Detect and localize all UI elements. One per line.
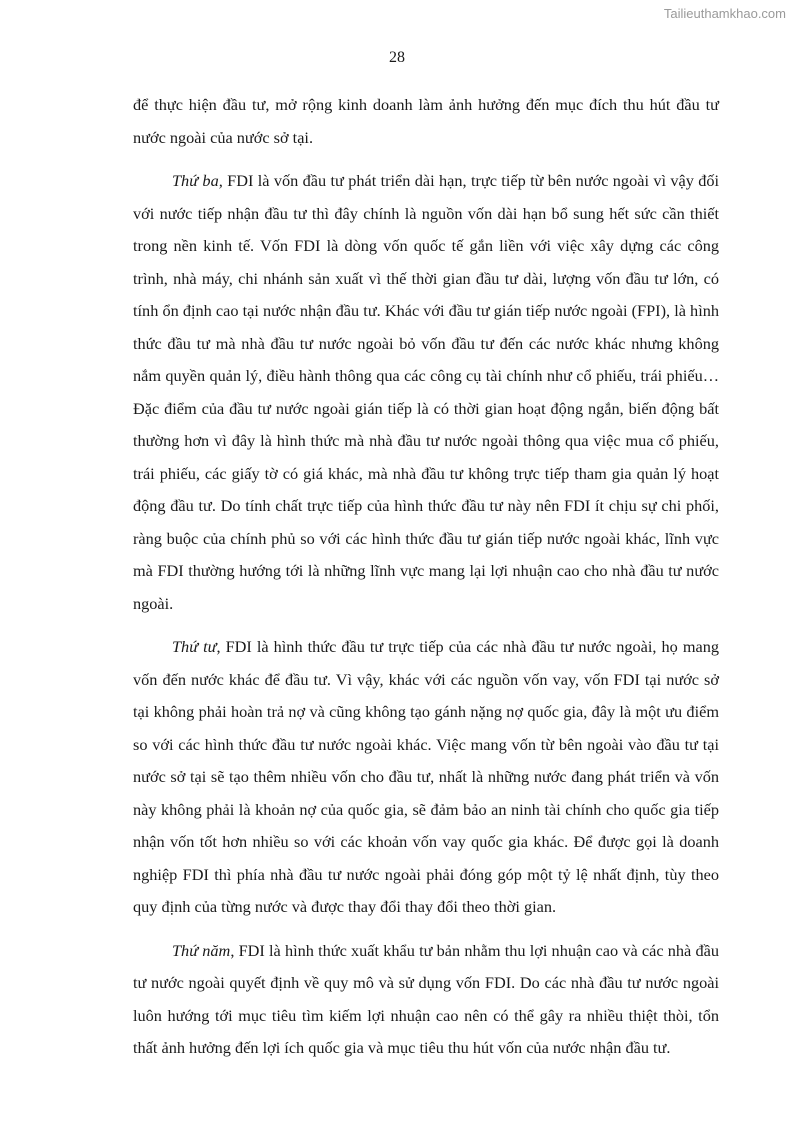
paragraph-text: , FDI là hình thức đầu tư trực tiếp của các nhà đầu tư nước ngoài, họ mang vốn đến nước khác để đầu tư. Vì vậy, khác với các nguồn vốn vay, vốn FDI tại nước sở tại không phải hoàn trả nợ và cũng không tạo gánh nặng nợ quốc gia, đây là một ưu điểm so với các hình thức đầu tư nước ngoài khác. Việc mang vốn từ bên ngoài vào đầu tư tại nước sở tại sẽ tạo thêm nhiều vốn cho đầu tư, nhất là những nước đang phát triển và vốn này không phải là khoản nợ của quốc gia, sẽ đảm bảo an ninh tài chính cho quốc gia tiếp nhận vốn tốt hơn nhiều so với các khoản vốn vay quốc gia khác. Để được gọi là doanh nghiệp FDI thì phía nhà đầu tư nước ngoài phải đóng góp một tỷ lệ nhất định, tùy theo quy định của từng nước và được thay đổi thay đổi theo thời gian. [133, 637, 719, 916]
paragraph-text: , FDI là hình thức xuất khẩu tư bản nhằm thu lợi nhuận cao và các nhà đầu tư nước ngoài quyết định về quy mô và sử dụng vốn FDI. Do các nhà đầu tư nước ngoài luôn hướng tới mục tiêu tìm kiếm lợi nhuận cao nên có thể gây ra nhiều thiệt thòi, tổn thất ảnh hưởng đến lợi ích quốc gia và mục tiêu thu hút vốn của nước nhận đầu tư. [133, 940, 719, 1057]
page-number: 28 [389, 49, 405, 66]
document-body [133, 89, 719, 1076]
paragraph-lead: Thứ tư [172, 637, 217, 656]
paragraph-thu-nam [133, 935, 719, 1065]
paragraph-continuation [133, 89, 719, 154]
paragraph-thu-tu [133, 631, 719, 924]
paragraph-thu-ba [133, 165, 719, 620]
paragraph-lead: Thứ ba, [172, 171, 223, 190]
paragraph-text: FDI là vốn đầu tư phát triển dài hạn, trực tiếp từ bên nước ngoài vì vậy đối với nước tiếp nhận đầu tư thì đây chính là nguồn vốn dài hạn bổ sung hết sức cần thiết trong nền kinh tế. Vốn FDI là dòng vốn quốc tế gắn liền với việc xây dựng các công trình, nhà máy, chi nhánh sản xuất vì thế thời gian đầu tư dài, lượng vốn đầu tư lớn, có tính ổn định cao tại nước nhận đầu tư. Khác với đầu tư gián tiếp nước ngoài (FPI), là hình thức đầu tư mà nhà đầu tư nước ngoài bỏ vốn đầu tư đến các nước khác nhưng không nắm quyền quản lý, điều hành thông qua các công cụ tài chính như cổ phiếu, trái phiếu… Đặc điểm của đầu tư nước ngoài gián tiếp là có thời gian hoạt động ngắn, biến động bất thường hơn vì đây là hình thức mà nhà đầu tư nước ngoài thông qua việc mua cổ phiếu, trái phiếu, các giấy tờ có giá khác, mà nhà đầu tư không trực tiếp tham gia quản lý hoạt động đầu tư. Do tính chất trực tiếp của hình thức đầu tư này nên FDI ít chịu sự chi phối, ràng buộc của chính phủ so với các hình thức đầu tư gián tiếp nước ngoài khác, lĩnh vực mà FDI thường hướng tới là những lĩnh vực mang lại lợi nhuận cao cho nhà đầu tư nước ngoài. [133, 171, 720, 613]
watermark: Tailieuthamkhao.com [663, 6, 786, 21]
paragraph-lead: Thứ năm [172, 940, 231, 960]
paragraph-text: để thực hiện đầu tư, mở rộng kinh doanh làm ảnh hưởng đến mục đích thu hút đầu tư nước ngoài của nước sở tại. [133, 95, 719, 147]
